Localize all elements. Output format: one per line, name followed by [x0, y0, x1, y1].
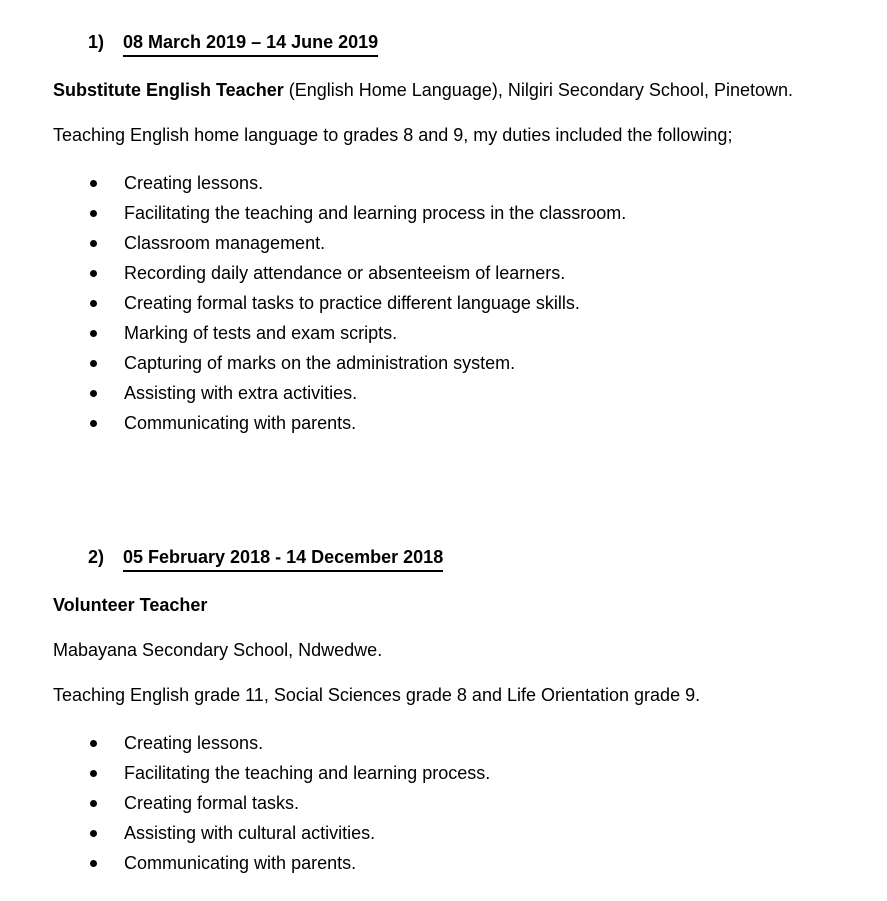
- job-role-detail: (English Home Language), Nilgiri Secondary School, Pinetown.: [283, 80, 793, 100]
- job-section-2: [53, 545, 867, 875]
- duty-item: Assisting with extra activities.: [53, 382, 867, 405]
- job-role-title: Volunteer Teacher: [53, 595, 208, 615]
- job-location: Mabayana Secondary School, Ndwedwe.: [53, 640, 383, 660]
- duty-item: Assisting with cultural activities.: [53, 822, 867, 845]
- duty-item: Capturing of marks on the administration system.: [53, 352, 867, 375]
- duty-item: Creating formal tasks.: [53, 792, 867, 815]
- job-heading-2: [88, 545, 867, 572]
- job-intro: Teaching English home language to grades 8 and 9, my duties included the following;: [53, 125, 733, 145]
- job-section-1: [53, 30, 867, 435]
- duty-item: Communicating with parents.: [53, 852, 867, 875]
- job-number: 2): [88, 547, 105, 567]
- duty-item: Recording daily attendance or absenteeism of learners.: [53, 262, 867, 285]
- job-date-range: 08 March 2019 – 14 June 2019: [123, 30, 378, 57]
- job-role-line: [53, 594, 867, 617]
- duties-list-2: [53, 732, 867, 875]
- duties-list-1: [53, 172, 867, 435]
- job-role-line: [53, 79, 867, 102]
- duty-item: Creating formal tasks to practice different language skills.: [53, 292, 867, 315]
- job-date-range: 05 February 2018 - 14 December 2018: [123, 545, 443, 572]
- duty-item: Creating lessons.: [53, 172, 867, 195]
- duty-item: Creating lessons.: [53, 732, 867, 755]
- duty-item: Classroom management.: [53, 232, 867, 255]
- job-number: 1): [88, 32, 105, 52]
- job-heading-1: [88, 30, 867, 57]
- duty-item: Marking of tests and exam scripts.: [53, 322, 867, 345]
- job-role-title: Substitute English Teacher: [53, 80, 284, 100]
- duty-item: Communicating with parents.: [53, 412, 867, 435]
- job-intro: Teaching English grade 11, Social Sciences grade 8 and Life Orientation grade 9.: [53, 685, 701, 705]
- duty-item: Facilitating the teaching and learning process in the classroom.: [53, 202, 867, 225]
- duty-item: Facilitating the teaching and learning process.: [53, 762, 867, 785]
